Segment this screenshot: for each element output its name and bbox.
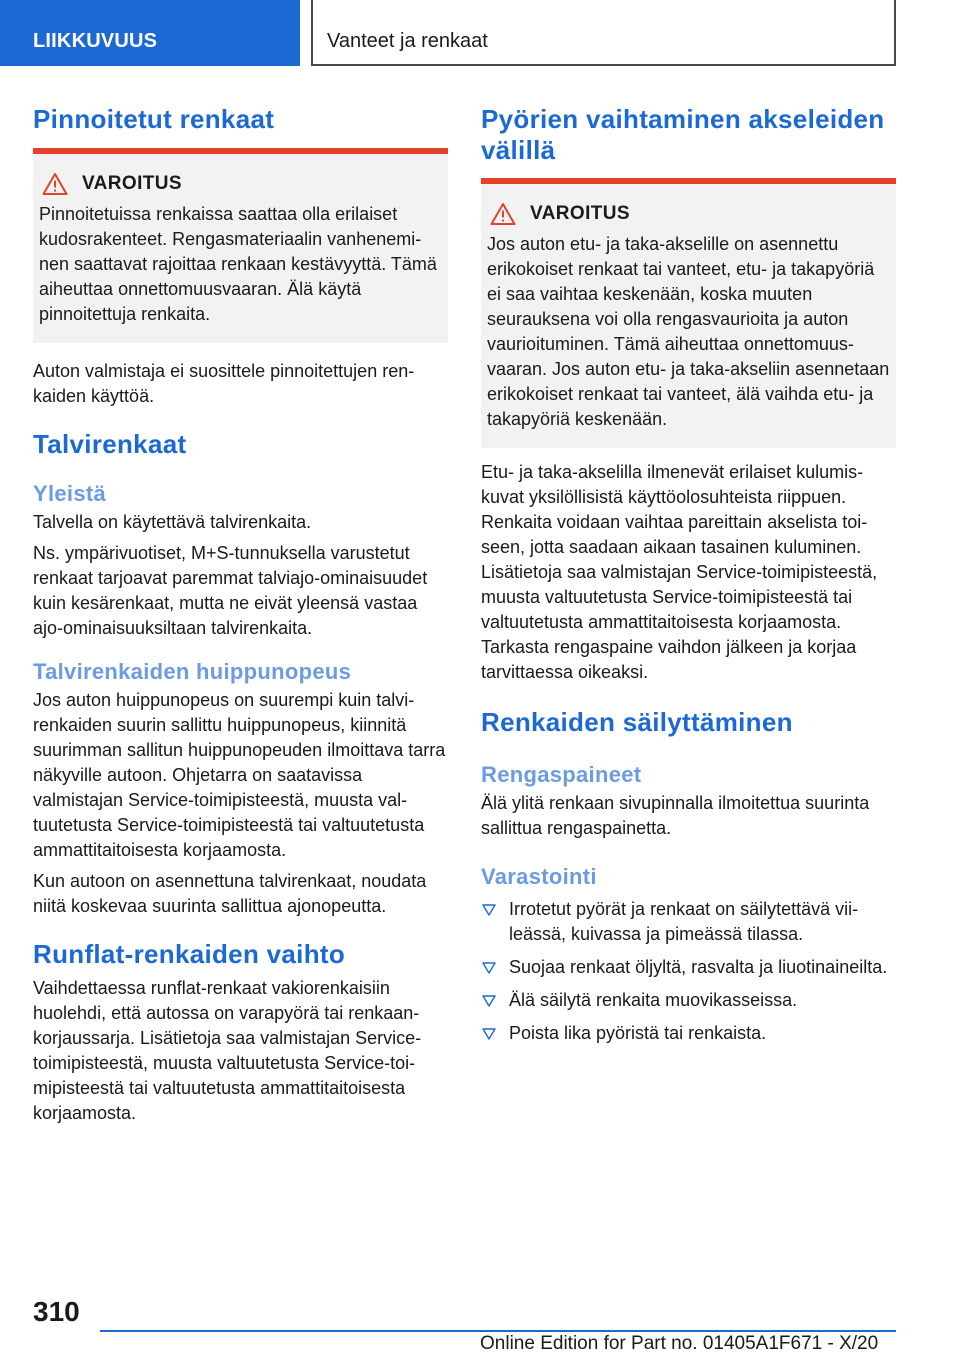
list-item [481, 1021, 896, 1046]
right-column [481, 100, 896, 1054]
paragraph-coated: Auton valmistaja ei suosittele pinnoitettujen renkaiden käyttöä. [33, 361, 415, 406]
header-section-label: LIIKKUVUUS [33, 30, 158, 52]
header-section-tab [0, 0, 300, 66]
left-column [33, 100, 448, 1126]
heading-winter-tyres: Talvirenkaat [33, 429, 187, 459]
list-item [481, 988, 896, 1013]
subheading-general: Yleistä [33, 481, 107, 506]
footer-edition-text: Online Edition for Part no. 01405A1F671 - X/20 [480, 1333, 879, 1354]
warning-text: Jos auton etu- ja taka-akselille on asennettu erikokoiset renkaat tai vanteet, etu- ja takapyöriä ei saa vaihtaa keskenään, koska muuten seurauksena voi olla rengasvaurioita ja auton vaurioituminen. Tämä aiheuttaa onnettomuusvaaran. Jos auton etu- ja taka-akseliin asennetaan erikokoiset renkaat tai vanteet, älä vaihda etu- ja takapyöriä keskenään. [487, 234, 890, 429]
subheading-top-speed: Talvirenkaiden huippunopeus [33, 659, 352, 684]
list-item-text: Älä säilytä renkaita muovikasseissa. [509, 990, 798, 1010]
triangle-bullet-icon [482, 904, 496, 916]
warning-header [39, 170, 442, 198]
warning-label: VAROITUS [530, 203, 630, 224]
paragraph-runflat: Vaihdettaessa runflat-renkaat vakiorenkaisiin huolehdi, että autossa on varapyörä tai renkaankorjaussarja. Lisätietoja saa valmistajan Service-toimipisteestä, muusta valtuutetusta Service-toimipisteestä tai valtuutetusta ammattitaitoisesta korjaamosta. [33, 978, 422, 1123]
header-chapter-box [311, 0, 896, 66]
list-item [481, 955, 896, 980]
triangle-bullet-icon [482, 1028, 496, 1040]
paragraph-general-1: Talvella on käytettävä talvirenkaita. [33, 512, 312, 532]
subheading-storing: Varastointi [481, 864, 597, 889]
list-item-text: Poista lika pyöristä tai renkaista. [509, 1023, 767, 1043]
paragraph-pressure: Älä ylitä renkaan sivupinnalla ilmoitettua suurinta sallittua rengaspainetta. [481, 793, 870, 838]
warning-box-coated [33, 148, 448, 343]
paragraph-general-2: Ns. ympärivuotiset, M+S-tunnuksella varustetut renkaat tarjoavat paremmat talviajo-ominaisuudet kuin kesärenkaat, mutta ne eivät yleensä vastaa ajo-ominaisuuksiltaan talvirenkaita. [33, 543, 428, 638]
warning-triangle-icon [42, 172, 68, 196]
warning-triangle-icon [490, 202, 516, 226]
paragraph-speed-1: Jos auton huippunopeus on suurempi kuin talvirenkaiden suurin sallittu huippunopeus, kiinnitä suurimman sallitun huippunopeuden ilmoittava tarra näkyville autoon. Ohjetarra on saatavissa valmistajan Service-toimipisteestä, muusta valtuutetusta Service-toimipisteestä tai valtuutetusta ammattitaitoisesta korjaamosta. [33, 690, 446, 860]
heading-rotation: Pyörien vaihtaminen akseleiden välillä [481, 104, 885, 165]
warning-label: VAROITUS [82, 173, 182, 194]
list-item-text: Irrotetut pyörät ja renkaat on säilytettävä viileässä, kuivassa ja pimeässä tilassa. [509, 899, 859, 944]
heading-storage: Renkaiden säilyttäminen [481, 707, 793, 737]
triangle-bullet-icon [482, 995, 496, 1007]
heading-runflat: Runflat-renkaiden vaihto [33, 939, 346, 969]
subheading-pressure: Rengaspaineet [481, 762, 642, 787]
list-item [481, 897, 896, 947]
storage-bullet-list [481, 897, 896, 1046]
list-item-text: Suojaa renkaat öljyltä, rasvalta ja liuotinaineilta. [509, 957, 888, 977]
header-chapter-label: Vanteet ja renkaat [327, 30, 488, 52]
warning-text: Pinnoitetuissa renkaissa saattaa olla erilaiset kudosrakenteet. Rengasmateriaalin vanheneminen saattavat rajoittaa renkaan kestävyyttä. Tämä aiheuttaa onnettomuusvaaran. Älä käytä pinnoitettuja renkaita. [39, 204, 437, 324]
warning-box-rotation [481, 178, 896, 448]
triangle-bullet-icon [482, 962, 496, 974]
warning-header [487, 200, 890, 228]
paragraph-speed-2: Kun autoon on asennettuna talvirenkaat, noudata niitä koskevaa suurinta sallittua ajonopeutta. [33, 871, 427, 916]
paragraph-rotation: Etu- ja taka-akselilla ilmenevät erilaiset kulumiskuvat yksilöllisistä käyttöolosuhteista riippuen. Renkaita voidaan vaihtaa pareittain akselista toiseen, jotta saadaan aikaan tasainen kuluminen. Lisätietoja saa valmistajan Service-toimipisteestä, muusta valtuutetusta Service-toimipisteestä tai valtuutetusta ammattitaitoisesta korjaamosta. Tarkasta rengaspaine vaihdon jälkeen ja korjaa tarvittaessa oikeaksi. [481, 462, 878, 682]
heading-coated-tyres: Pinnoitetut renkaat [33, 104, 275, 134]
page-number: 310 [33, 1296, 80, 1327]
footer-divider [100, 1330, 896, 1332]
